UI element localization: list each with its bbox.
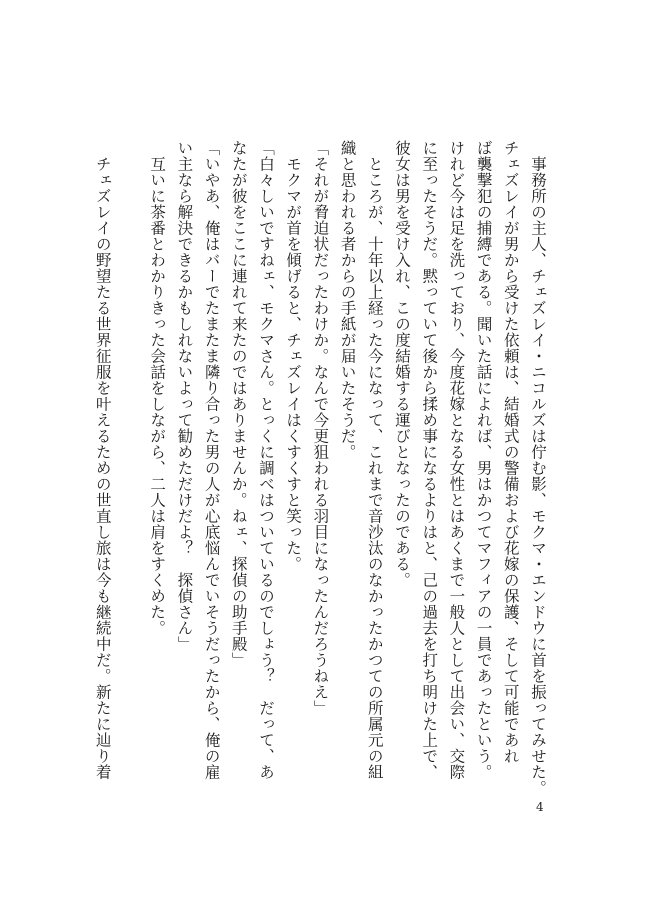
text-column: けれど今は足を洗っており、今度花嫁となる女性とはあくまで一般人として出会い、交際 (447, 140, 466, 780)
text-column: い主なら解決できるかもしれないよって勧めただけだよ？ 探偵さん」 (175, 140, 194, 652)
text-column: モクマが首を傾げると、チェズレイはくすくすと笑った。 (284, 140, 303, 572)
text-column: ところが、十年以上経った今になって、これまで音沙汰のなかったかつての所属元の組 (365, 140, 384, 780)
text-column: 「いやあ、俺はバーでたまたま隣り合った男の人が心底悩んでいそうだったから、俺の雇 (202, 140, 221, 780)
text-column: ば襲撃犯の捕縛である。聞いた話によれば、男はかつてマフィアの一員であったという。 (474, 140, 493, 780)
text-column: 織と思われる者からの手紙が届いたそうだ。 (338, 140, 357, 460)
text-column: 事務所の主人、チェズレイ・ニコルズは佇む影、モクマ・エンドウに首を振ってみせた。 (529, 140, 547, 796)
text-column: 彼女は男を受け入れ、この度結婚する運びとなったのである。 (392, 140, 411, 588)
text-column: チェズレイが男から受けた依頼は、結婚式の警備および花嫁の保護、そして可能であれ (501, 140, 520, 764)
body-text (89, 140, 551, 796)
text-column: に至ったそうだ。黙っていて後から揉め事になるよりはと、己の過去を打ち明けた上で、 (420, 140, 439, 780)
text-column: チェズレイの野望たる世界征服を叶えるための世直し旅は今も継続中だ。新たに辿り着 (93, 140, 112, 780)
text-column: 「白々しいですねェ、モクマさん。とっくに調べはついているのでしょう？ だって、あ (256, 140, 275, 780)
text-column: 互いに茶番とわかりきった会話をしながら、二人は肩をすくめた。 (148, 140, 167, 636)
text-column: なたが彼をここに連れて来たのではありませんか。ねェ、探偵の助手殿」 (229, 140, 248, 668)
text-column: 「それが脅迫状だったわけか。なんで今更狙われる羽目になったんだろうねえ」 (311, 140, 330, 716)
page-number: 4 (536, 800, 544, 814)
blank-column (116, 140, 143, 780)
